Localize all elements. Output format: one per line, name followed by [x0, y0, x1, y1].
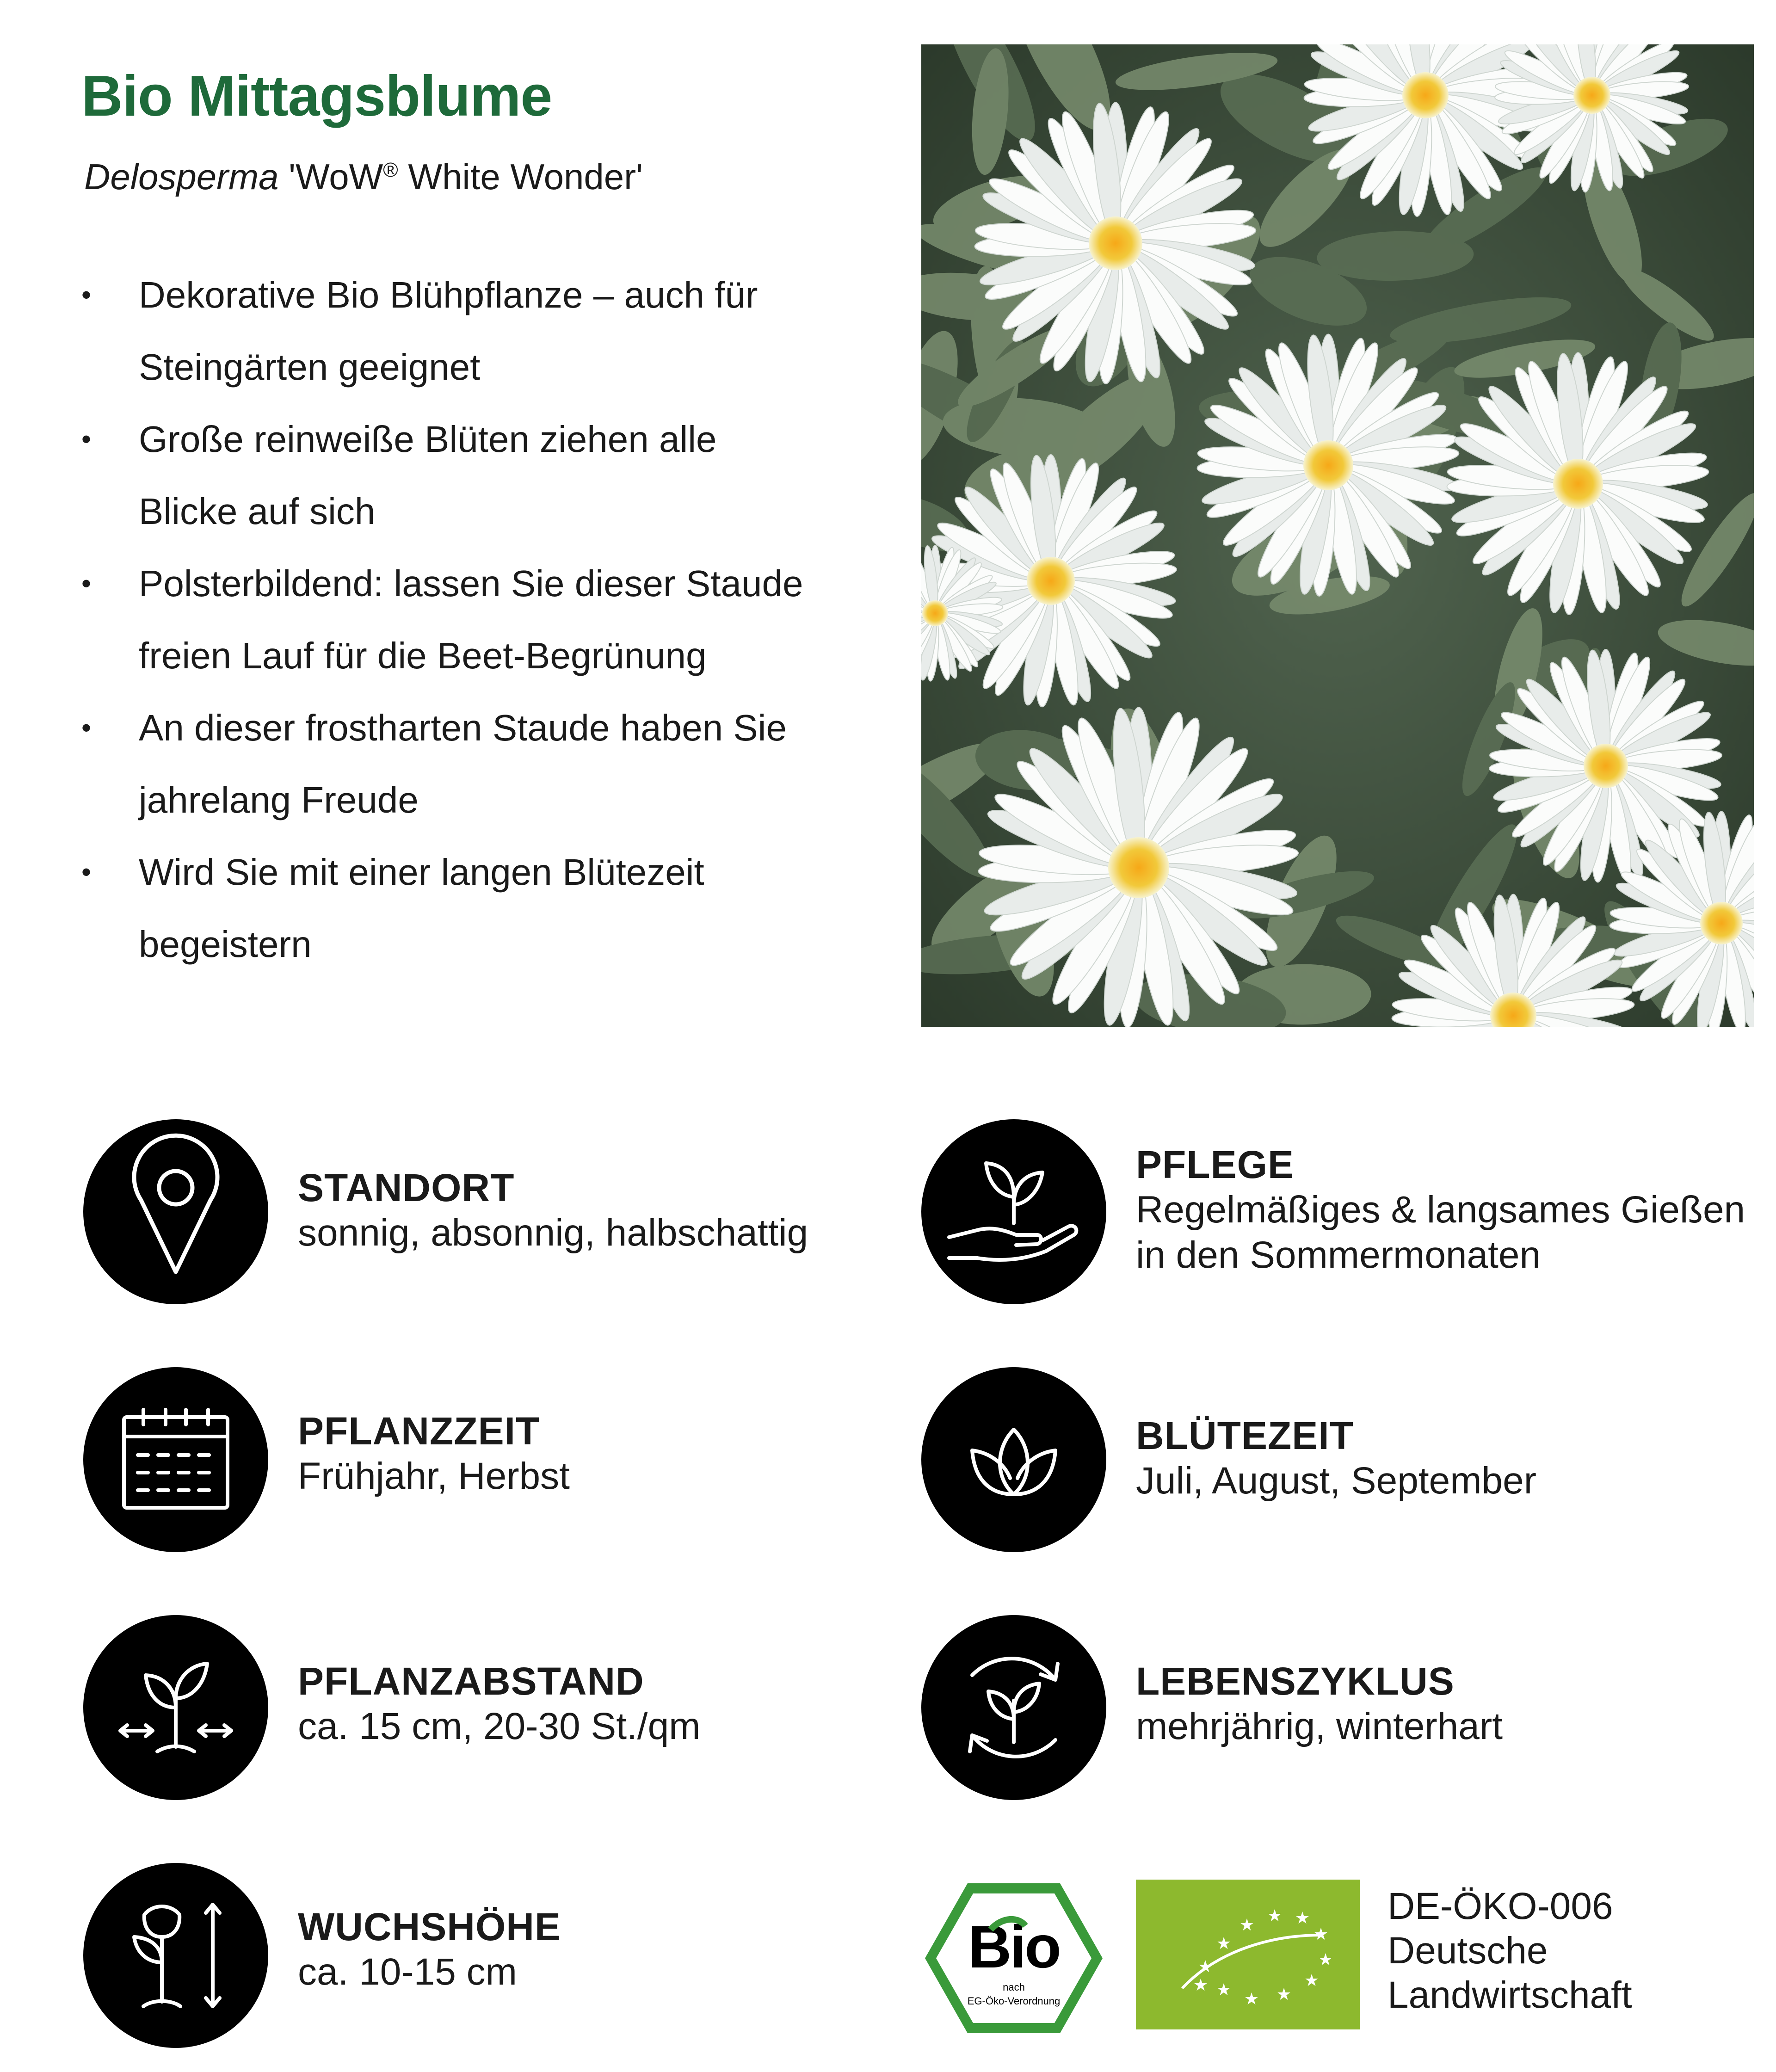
bullet-line: An dieser frostharten Staude haben Sie — [139, 707, 787, 748]
svg-text:★: ★ — [1304, 1971, 1320, 1990]
bullet-dot: • — [81, 712, 92, 743]
cultivar-name-part1: 'WoW — [278, 156, 383, 197]
plant-height-icon — [83, 1863, 268, 2048]
certification-line3: Landwirtschaft — [1388, 1973, 1632, 2016]
feature-value: mehrjährig, winterhart — [1136, 1705, 1503, 1747]
svg-text:★: ★ — [1197, 1957, 1213, 1976]
feature-bullet-list — [81, 259, 840, 980]
registered-mark: ® — [383, 159, 398, 181]
feature-pflege — [921, 1119, 1754, 1304]
bullet-item — [81, 548, 840, 692]
certification-code: DE-ÖKO-006 — [1388, 1885, 1613, 1927]
eu-leaf-stars-icon — [1136, 1880, 1360, 2029]
feature-value: ca. 15 cm, 20-30 St./qm — [298, 1705, 701, 1747]
bio-seal-logo — [921, 1880, 1106, 2037]
bullet-dot: • — [81, 424, 92, 455]
bullet-item — [81, 403, 840, 548]
feature-bluetezeit — [921, 1367, 1754, 1552]
bullet-line: Steingärten geeignet — [139, 346, 481, 388]
bullet-line: Dekorative Bio Blühpflanze – auch für — [139, 274, 758, 315]
calendar-icon — [83, 1367, 268, 1552]
feature-title: PFLANZZEIT — [298, 1409, 540, 1453]
bullet-line: Polsterbildend: lassen Sie dieser Staude — [139, 563, 803, 604]
feature-title: STANDORT — [298, 1166, 515, 1209]
bullet-dot: • — [81, 279, 92, 310]
bullet-item — [81, 259, 840, 403]
white-flowers-image — [921, 44, 1754, 1027]
svg-text:★: ★ — [1216, 1980, 1232, 1999]
feature-pflanzzeit — [83, 1367, 916, 1552]
eu-organic-logo — [1136, 1880, 1360, 2029]
svg-text:★: ★ — [1267, 1906, 1283, 1925]
bullet-line: freien Lauf für die Beet-Begrünung — [139, 635, 707, 676]
svg-text:★: ★ — [1239, 1915, 1255, 1934]
feature-lebenszyklus — [921, 1615, 1754, 1800]
lifecycle-plant-icon — [921, 1615, 1106, 1800]
feature-value-line1: Regelmäßiges & langsames Gießen — [1136, 1188, 1745, 1231]
hand-seedling-icon — [921, 1119, 1106, 1304]
feature-title: PFLEGE — [1136, 1143, 1295, 1186]
bullet-line: begeistern — [139, 924, 312, 965]
bullet-line: Große reinweiße Blüten ziehen alle — [139, 419, 717, 460]
lotus-flower-icon — [921, 1367, 1106, 1552]
bullet-line: Blicke auf sich — [139, 491, 376, 532]
feature-value: Frühjahr, Herbst — [298, 1455, 570, 1497]
feature-value: Juli, August, September — [1136, 1459, 1537, 1502]
feature-wuchshoehe — [83, 1863, 916, 2048]
botanical-name — [84, 155, 643, 199]
svg-text:★: ★ — [1216, 1934, 1232, 1953]
bio-seal-sub2: EG-Öko-Verordnung — [967, 1995, 1061, 2007]
cultivar-name-part2: White Wonder' — [398, 156, 643, 197]
feature-title: WUCHSHÖHE — [298, 1905, 561, 1949]
svg-text:★: ★ — [1313, 1924, 1329, 1943]
svg-text:★: ★ — [1193, 1975, 1209, 1994]
bio-seal-text: Bio — [968, 1913, 1060, 1980]
bullet-dot: • — [81, 568, 92, 599]
feature-pflanzabstand — [83, 1615, 916, 1800]
feature-standort — [83, 1119, 916, 1304]
certification-line2: Deutsche — [1388, 1929, 1548, 1972]
feature-value-line2: in den Sommermonaten — [1136, 1233, 1541, 1276]
bullet-item — [81, 836, 840, 980]
product-title: Bio Mittagsblume — [81, 64, 552, 128]
bullet-line: Wird Sie mit einer langen Blütezeit — [139, 851, 704, 893]
plant-spacing-icon — [83, 1615, 268, 1800]
product-photo — [921, 44, 1754, 1027]
bio-seal-sub1: nach — [1003, 1981, 1025, 1993]
feature-value: sonnig, absonnig, halbschattig — [298, 1211, 808, 1254]
feature-title: BLÜTEZEIT — [1136, 1414, 1354, 1457]
svg-text:★: ★ — [1295, 1908, 1310, 1927]
feature-value: ca. 10-15 cm — [298, 1950, 517, 1993]
genus-name: Delosperma — [84, 156, 279, 197]
certification-text — [1388, 1884, 1632, 2017]
feature-title: PFLANZABSTAND — [298, 1659, 644, 1703]
location-pin-icon — [83, 1119, 268, 1304]
svg-text:★: ★ — [1318, 1950, 1333, 1969]
svg-text:★: ★ — [1276, 1985, 1292, 2004]
bullet-item — [81, 692, 840, 836]
feature-title: LEBENSZYKLUS — [1136, 1659, 1455, 1703]
svg-text:★: ★ — [1244, 1989, 1259, 2008]
bullet-dot: • — [81, 857, 92, 888]
bullet-line: jahrelang Freude — [139, 779, 419, 820]
